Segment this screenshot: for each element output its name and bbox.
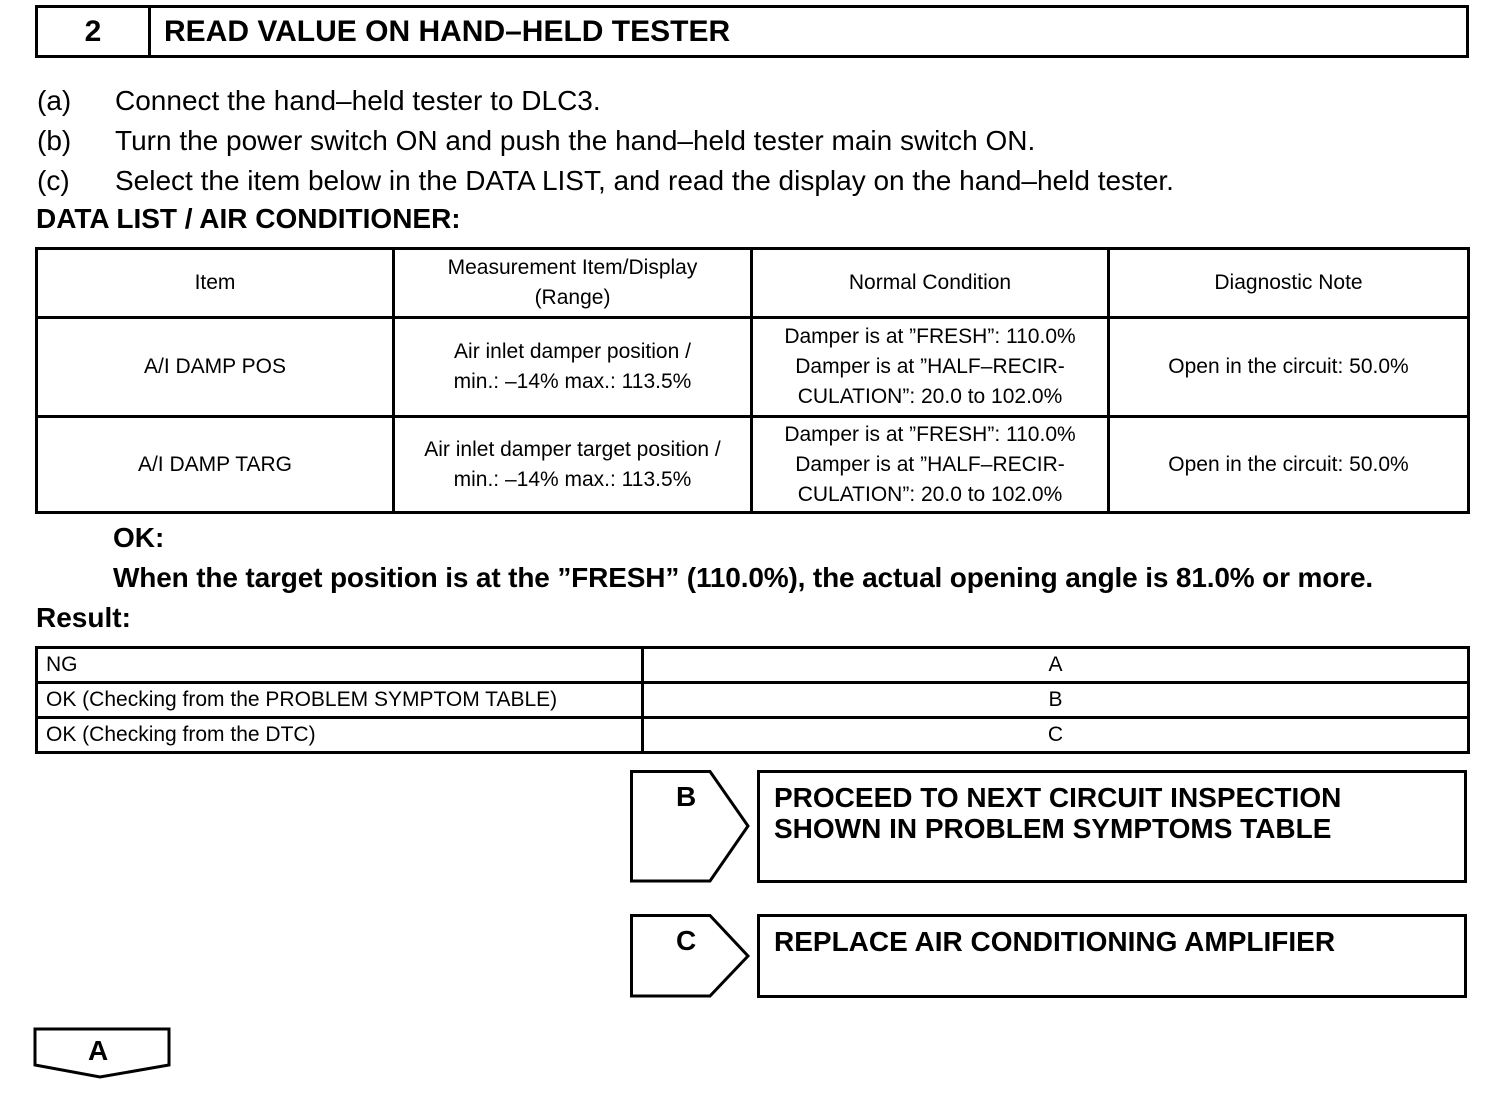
branch-a-arrow [33,1027,173,1081]
cell-line: CULATION”: 20.0 to 102.0% [797,385,1063,408]
cell-line: Damper is at ”HALF–RECIR- [795,355,1065,378]
ok-label: OK: [113,522,165,553]
result-code: C [643,718,1469,753]
cell-item: A/I DAMP TARG [37,417,394,513]
cell-normal-condition [752,318,1109,417]
branch-letter: C [676,925,697,956]
cell-line: min.: –14% max.: 113.5% [453,467,692,491]
table-row [37,648,1469,683]
header-measurement [394,249,752,318]
cell-line: Air inlet damper target position / [424,437,721,461]
branch-b-action-box [757,770,1467,883]
branch-b-arrow [630,770,752,883]
result-condition: NG [37,648,643,683]
instruction-label: (a) [37,85,72,116]
header-measurement-line: Measurement Item/Display [447,256,698,279]
cell-line: Air inlet damper position / [454,340,691,363]
cell-measurement [394,417,752,513]
result-table [35,646,1470,754]
header-normal-condition: Normal Condition [752,249,1109,318]
data-list-table [35,247,1470,514]
cell-normal-condition [752,417,1109,513]
instruction-text: Select the item below in the DATA LIST, and read the display on the hand–held tester. [115,165,1174,196]
branch-letter: A [88,1035,109,1066]
result-condition: OK (Checking from the DTC) [37,718,643,753]
table-row [37,318,1469,417]
result-code: B [643,683,1469,718]
instruction-list [37,81,1477,201]
action-line: REPLACE AIR CONDITIONING AMPLIFIER [774,926,1336,957]
cell-line: CULATION”: 20.0 to 102.0% [797,482,1063,506]
cell-line: Damper is at ”FRESH”: 110.0% [784,325,1076,348]
table-row [37,417,1469,513]
branch-c-arrow [630,914,752,998]
table-row [37,683,1469,718]
result-code: A [643,648,1469,683]
cell-diagnostic-note: Open in the circuit: 50.0% [1109,417,1469,513]
cell-line: Damper is at ”FRESH”: 110.0% [784,422,1076,446]
instruction-label: (b) [37,125,72,156]
header-measurement-range: (Range) [534,286,611,309]
data-list-title: DATA LIST / AIR CONDITIONER: [36,203,461,234]
result-condition: OK (Checking from the PROBLEM SYMPTOM TABLE) [37,683,643,718]
instruction-text: Turn the power switch ON and push the hand–held tester main switch ON. [115,125,1036,156]
instruction-text: Connect the hand–held tester to DLC3. [115,85,601,116]
cell-diagnostic-note: Open in the circuit: 50.0% [1109,318,1469,417]
instruction-label: (c) [37,165,70,196]
result-label: Result: [36,602,131,633]
cell-line: Damper is at ”HALF–RECIR- [795,452,1065,476]
step-title: READ VALUE ON HAND–HELD TESTER [164,14,731,48]
step-number: 2 [38,8,151,55]
cell-item: A/I DAMP POS [37,318,394,417]
step-header [35,5,1469,58]
branch-letter: B [676,781,697,812]
action-line: PROCEED TO NEXT CIRCUIT INSPECTION [774,782,1342,813]
action-line: SHOWN IN PROBLEM SYMPTOMS TABLE [774,813,1332,844]
table-row [37,718,1469,753]
table-header-row [37,249,1469,318]
header-diagnostic-note: Diagnostic Note [1109,249,1469,318]
branch-c-action-box [757,914,1467,998]
ok-text: When the target position is at the ”FRESH” (110.0%), the actual opening angle is 81.0% or more. [113,562,1373,593]
cell-line: min.: –14% max.: 113.5% [453,370,692,393]
header-item: Item [37,249,394,318]
cell-measurement [394,318,752,417]
